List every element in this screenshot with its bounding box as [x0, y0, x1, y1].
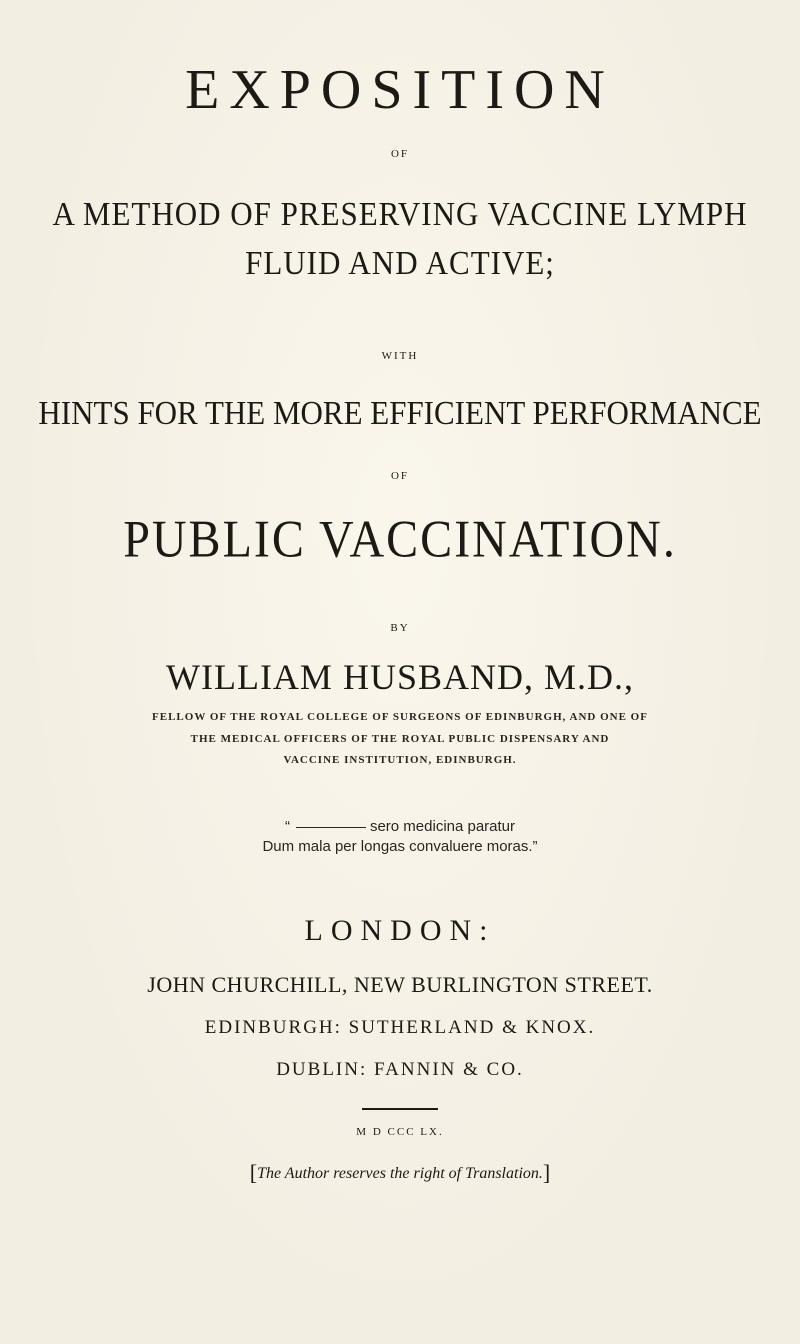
connector-of-2: OF [390, 470, 410, 482]
connector-with: WITH [381, 350, 419, 362]
epigraph-line-1-text: sero medicina paratur [369, 818, 516, 835]
rights-note [0, 1160, 800, 1186]
imprint-publisher-dublin: DUBLIN: FANNIN & CO. [276, 1059, 524, 1080]
main-title: EXPOSITION [185, 59, 615, 121]
public-vaccination-title: PUBLIC VACCINATION. [123, 510, 677, 569]
connector-by: BY [390, 622, 410, 634]
rights-note-open-bracket: [ [249, 1160, 258, 1185]
hints-line: HINTS FOR THE MORE EFFICIENT PERFORMANCE [38, 393, 762, 432]
connector-of-1: OF [390, 148, 410, 160]
subtitle-line-2: FLUID AND ACTIVE; [245, 243, 555, 282]
author-name: WILLIAM HUSBAND, M.D., [166, 657, 634, 697]
author-credentials-line-3: VACCINE INSTITUTION, EDINBURGH. [283, 754, 517, 766]
imprint-rule [362, 1108, 438, 1110]
subtitle-line-1: A METHOD OF PRESERVING VACCINE LYMPH [52, 194, 748, 233]
imprint-year: M D CCC LX. [356, 1126, 444, 1138]
imprint-city: LONDON: [304, 914, 496, 947]
author-credentials-line-1: FELLOW OF THE ROYAL COLLEGE OF SURGEONS OF EDINBURGH, AND ONE OF [152, 711, 648, 723]
epigraph-line-1 [0, 818, 800, 835]
rights-note-close-bracket: ] [542, 1160, 551, 1185]
epigraph-dash [296, 827, 366, 828]
imprint-publisher-london: JOHN CHURCHILL, NEW BURLINGTON STREET. [147, 972, 653, 997]
epigraph-line-2: Dum mala per longas convaluere moras.” [262, 838, 538, 855]
imprint-publisher-edinburgh: EDINBURGH: SUTHERLAND & KNOX. [204, 1017, 596, 1038]
author-credentials-line-2: THE MEDICAL OFFICERS OF THE ROYAL PUBLIC DISPENSARY AND [190, 733, 610, 745]
epigraph-open-quote: “ [284, 818, 290, 835]
rights-note-text: The Author reserves the right of Translation. [257, 1165, 543, 1182]
